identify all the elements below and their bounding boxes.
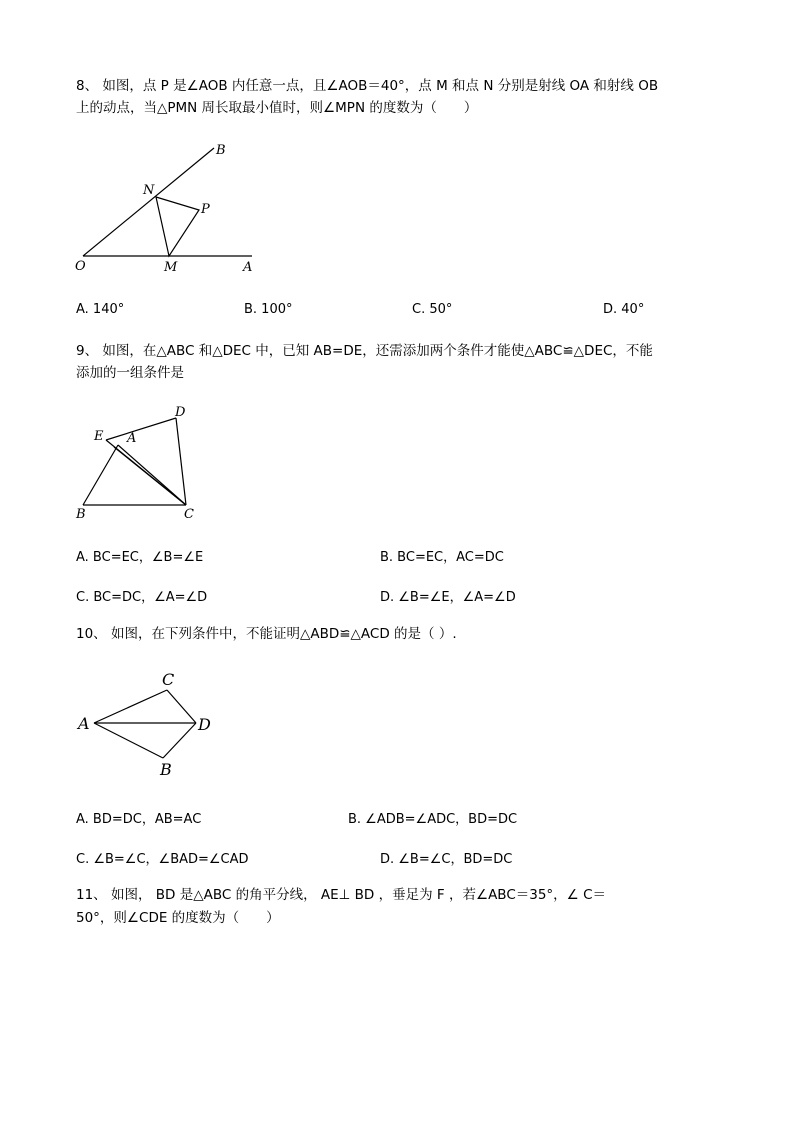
q8-option-b: B. 100° xyxy=(244,302,293,317)
q11-text-line2: 50°，则∠CDE 的度数为（ ） xyxy=(76,910,280,926)
q9-option-c: C. BC=DC，∠A=∠D xyxy=(76,590,208,605)
q9-text-line1: 9、 如图，在△ABC 和△DEC 中，已知 AB=DE，还需添加两个条件才能使△ABC≌△DEC，不能 xyxy=(76,343,653,359)
q10-label-b: B xyxy=(160,760,172,779)
q9-option-d: D. ∠B=∠E，∠A=∠D xyxy=(380,590,516,605)
q9-label-b: B xyxy=(76,507,86,522)
q8-label-p: P xyxy=(201,202,210,217)
q9-label-d: D xyxy=(175,405,186,420)
q9-option-a: A. BC=EC，∠B=∠E xyxy=(76,550,204,565)
q9-segment-ba xyxy=(83,445,118,505)
q8-label-o: O xyxy=(75,259,86,274)
q11-text-line1: 11、 如图， BD 是△ABC 的角平分线， AE⊥ BD ，垂足为 F ，若∠ABC＝35°，∠ C＝ xyxy=(76,887,607,903)
q8-ray-ob xyxy=(83,148,214,256)
q8-option-c: C. 50° xyxy=(412,302,453,317)
q10-option-a: A. BD=DC，AB=AC xyxy=(76,812,202,827)
q9-label-e: E xyxy=(94,429,104,444)
q9-segment-inner xyxy=(114,447,186,505)
q9-label-c: C xyxy=(184,507,194,522)
q9-segment-ed xyxy=(106,418,176,440)
q8-label-n: N xyxy=(143,183,155,198)
q10-segment-bd xyxy=(163,723,196,758)
q9-segment-dc xyxy=(176,418,186,505)
q9-label-a: A xyxy=(127,431,137,446)
q10-segment-cd xyxy=(167,690,196,723)
q10-option-c: C. ∠B=∠C，∠BAD=∠CAD xyxy=(76,852,249,867)
q10-segment-ac xyxy=(94,690,167,723)
q8-triangle-pmn xyxy=(156,197,199,256)
q10-label-a: A xyxy=(78,714,90,733)
q9-text-line2: 添加的一组条件是 xyxy=(76,365,184,381)
q10-option-b: B. ∠ADB=∠ADC，BD=DC xyxy=(348,812,518,827)
q10-label-c: C xyxy=(162,670,175,689)
q8-text-line2: 上的动点，当△PMN 周长取最小值时，则∠MPN 的度数为（ ） xyxy=(76,100,478,116)
q8-label-m: M xyxy=(164,260,178,275)
q10-option-d: D. ∠B=∠C，BD=DC xyxy=(380,852,513,867)
q8-option-a: A. 140° xyxy=(76,302,125,317)
q8-option-d: D. 40° xyxy=(603,302,645,317)
q10-segment-ab xyxy=(94,723,163,758)
q8-label-b: B xyxy=(216,143,226,158)
q10-text-line1: 10、 如图，在下列条件中，不能证明△ABD≌△ACD 的是（ ）. xyxy=(76,626,457,642)
q8-label-a: A xyxy=(243,260,253,275)
q9-option-b: B. BC=EC，AC=DC xyxy=(380,550,504,565)
q8-text-line1: 8、 如图，点 P 是∠AOB 内任意一点，且∠AOB＝40°，点 M 和点 N 分别是射线 OA 和射线 OB xyxy=(76,78,659,94)
q10-label-d: D xyxy=(198,715,211,734)
